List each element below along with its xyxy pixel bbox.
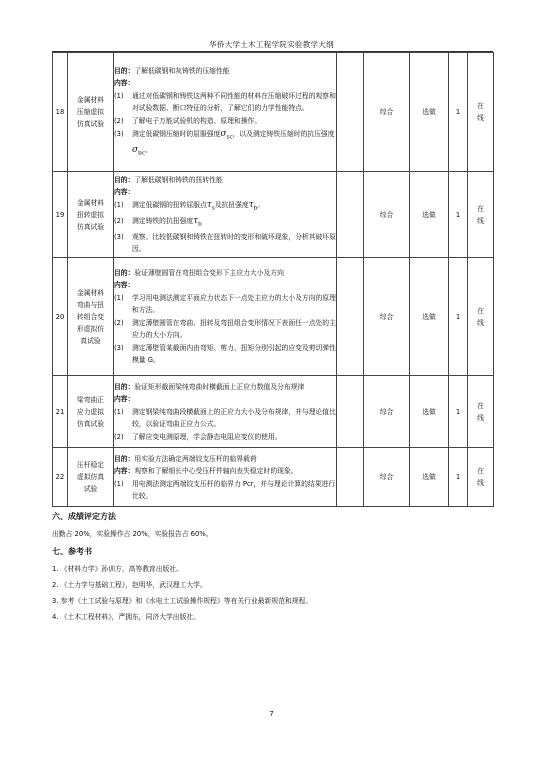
sigma-symbol: σ	[132, 144, 139, 155]
reference-item: 4. 《土木工程材料》，严拥东，同济大学出版社。	[52, 613, 200, 621]
experiment-content: 目的：了解低碳钢和铸铁的扭转性能 内容： (1) 测定低碳钢的扭转屈服点$\tau_s$及抗扭强度$\tau_b$。 (2) 测定铸铁的抗扭强度$\tau_b$ (3) 观察、比较低碳钢和铸铁在扭转时的变形和破坏现象，分析其破坏原因。	[114, 172, 337, 258]
experiment-name: 压杆稳定 虚拟仿真 试验	[68, 448, 114, 507]
table-row	[53, 376, 494, 448]
table-row	[53, 53, 494, 172]
row-number: 20	[53, 258, 68, 376]
hours-cell: 1	[449, 448, 468, 507]
reference-item: 3. 参考《土工试验与原理》和《水电土工试验操作规程》等有关行业最新规范和规程。	[52, 597, 313, 605]
hours-cell: 1	[449, 53, 468, 172]
mode-cell: 在 线	[468, 172, 494, 258]
mode-cell: 在 线	[468, 448, 494, 507]
requirement-cell: 选做	[410, 448, 449, 507]
table-row	[53, 258, 494, 376]
row-number: 18	[53, 53, 68, 172]
tau-symbol: τ	[248, 199, 254, 210]
document-header: 华侨大学土木工程学院实验教学大纲	[209, 40, 334, 49]
requirement-cell: 选做	[410, 53, 449, 172]
experiment-content: 目的：了解低碳钢和灰铸铁的压缩性能 内容： (1) 通过对低碳钢和铸铁这两种不同性能的材料在压缩破坏过程的观察和对试验数据、断口特征的分析，了解它们的力学性能特点。 (2) 了解电子万能试验机的构造、原理和操作。 (3) 测定低碳钢压缩时的屈服强度$\sigma_{sc}$，以及测定铸铁压缩时的抗压强度$\sigma_{bc}$。	[114, 53, 337, 172]
experiment-name: 金属材料 扭转虚拟 仿真试验	[68, 172, 114, 258]
category-cell: 综合	[364, 376, 410, 448]
experiment-content: 目的：验证矩形截面梁纯弯曲时横截面上正应力数值及分布规律 内容： (1) 测定钢梁纯弯曲段横截面上的正应力大小及分布规律，并与理论值比较，以验证弯曲正应力公式。 (2) 了解应变电测原理，学会静态电阻应变仪的使用。	[114, 376, 337, 448]
experiment-content: 目的：用实验方法确定两端铰支压杆的临界载荷 内容：观察和了解细长中心受压杆件轴向丧失稳定时的现象。 (1) 用电测法测定两端铰支压杆的临界力 Pcr，并与理论计算的结果进行比较。	[114, 448, 337, 507]
experiment-content: 目的：验证薄壁圆管在弯扭组合变形下主应力大小及方向 内容： (1) 学习用电测法测定平面应力状态下一点处主应力的大小及方向的原理和方法。 (2) 测定薄壁圆管在弯曲、扭转及弯扭组合变形情况下表面任一点处的主应力的大小方向。 (3) 测定薄壁管某截面内由弯矩、剪力、扭矩分别引起的应变及剪切弹性模量 G。	[114, 258, 337, 376]
content-item: (2) 了解应变电测原理，学会静态电阻应变仪的使用。	[114, 432, 282, 441]
experiment-name: 金属材料 弯曲与扭 转组合变 形虚拟仿 真试验	[68, 258, 114, 376]
experiment-name: 金属材料 压缩虚拟 仿真试验	[68, 53, 114, 172]
requirement-cell: 选做	[410, 258, 449, 376]
reference-item: 2. 《土力学与基础工程》，赵明华，武汉理工大学。	[52, 581, 207, 589]
grading-text: 出勤占 20%，实验操作占 20%，实验报告占 60%。	[52, 530, 213, 538]
mode-cell: 在 线	[468, 53, 494, 172]
table-row	[53, 172, 494, 258]
section-title-grading: 六、成绩评定方法	[52, 512, 116, 521]
row-number: 21	[53, 376, 68, 448]
category-cell: 综合	[364, 258, 410, 376]
tau-symbol: τ	[206, 199, 212, 210]
mode-cell: 在 线	[468, 376, 494, 448]
content-item: (2) 测定薄壁圆管在弯曲、扭转及弯扭组合变形情况下表面任一点处的主应力的大小方向。	[114, 319, 336, 339]
content-item: (1) 学习用电测法测定平面应力状态下一点处主应力的大小及方向的原理和方法。	[114, 294, 336, 314]
content-item: (3) 测定薄壁管某截面内由弯矩、剪力、扭矩分别引起的应变及剪切弹性模量 G。	[114, 344, 336, 364]
content-item: (1) 用电测法测定两端铰支压杆的临界力 Pcr，并与理论计算的结果进行比较。	[114, 479, 336, 500]
hours-cell: 1	[449, 172, 468, 258]
content-item: (3) 观察、比较低碳钢和铸铁在扭转时的变形和破坏现象，分析其破坏原因。	[114, 233, 336, 254]
content-item: (2) 了解电子万能试验机的构造、原理和操作。	[114, 117, 262, 126]
row-number: 19	[53, 172, 68, 258]
hours-cell: 1	[449, 258, 468, 376]
table-row	[53, 448, 494, 507]
content-item: (2) 测定铸铁的抗扭强度$\tau_b$	[114, 216, 202, 228]
sigma-symbol: σ	[220, 129, 227, 140]
mode-cell: 在 线	[468, 258, 494, 376]
requirement-cell: 选做	[410, 376, 449, 448]
content-item: (1) 测定低碳钢的扭转屈服点$\tau_s$及抗扭强度$\tau_b$。	[114, 199, 265, 211]
experiment-table	[52, 52, 494, 507]
category-cell: 综合	[364, 448, 410, 507]
requirement-cell: 选做	[410, 172, 449, 258]
tau-symbol: τ	[193, 216, 199, 226]
content-item: (1) 测定钢梁纯弯曲段横截面上的正应力大小及分布规律，并与理论值比较，以验证弯曲正应力公式。	[114, 407, 336, 428]
experiment-name: 梁弯曲正 应力虚拟 仿真试验	[68, 376, 114, 448]
page-number: 7	[269, 710, 274, 718]
section-title-references: 七、参考书	[52, 547, 92, 556]
reference-item: 1. 《材料力学》孙训方，高等教育出版社。	[52, 565, 183, 573]
content-item: (1) 通过对低碳钢和铸铁这两种不同性能的材料在压缩破坏过程的观察和对试验数据、断口特征的分析，了解它们的力学性能特点。	[114, 92, 336, 113]
category-cell: 综合	[364, 53, 410, 172]
row-number: 22	[53, 448, 68, 507]
category-cell: 综合	[364, 172, 410, 258]
hours-cell: 1	[449, 376, 468, 448]
content-item: (3) 测定低碳钢压缩时的屈服强度$\sigma_{sc}$，以及测定铸铁压缩时的抗压强度$\sigma_{bc}$。	[114, 129, 335, 156]
